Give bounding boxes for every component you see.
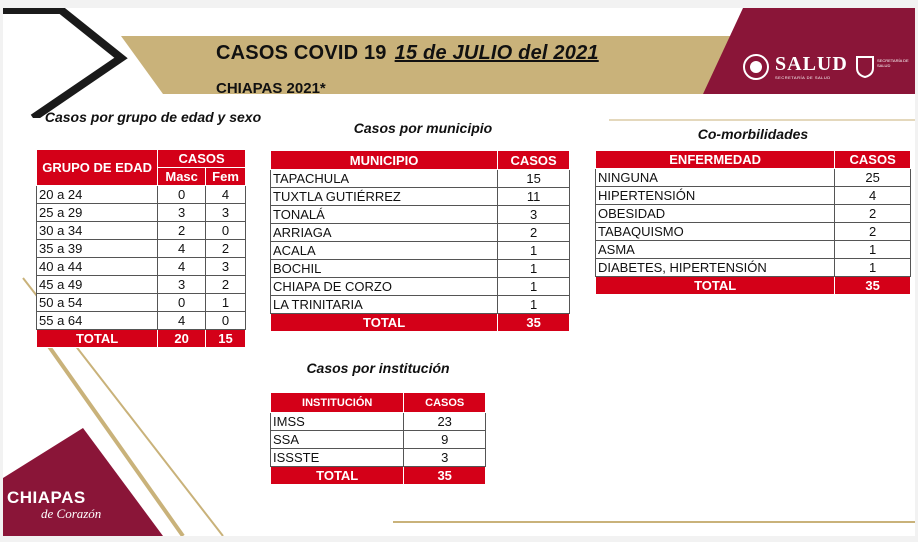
cell-grupo: 30 a 34 bbox=[37, 222, 158, 240]
table-row bbox=[37, 240, 246, 258]
table-row bbox=[271, 296, 570, 314]
table-row bbox=[271, 449, 486, 467]
cell-nombre: TUXTLA GUTIÉRREZ bbox=[271, 188, 498, 206]
cell-grupo: 35 a 39 bbox=[37, 240, 158, 258]
table-row bbox=[271, 170, 570, 188]
cell-nombre: LA TRINITARIA bbox=[271, 296, 498, 314]
cell-masc: 0 bbox=[158, 186, 206, 204]
cell-nombre: ARRIAGA bbox=[271, 224, 498, 242]
cell-grupo: 20 a 24 bbox=[37, 186, 158, 204]
cell-nombre: NINGUNA bbox=[596, 169, 835, 187]
cell-nombre: TAPACHULA bbox=[271, 170, 498, 188]
heading-edad: Casos por grupo de edad y sexo bbox=[44, 109, 262, 125]
cell-masc: 4 bbox=[158, 258, 206, 276]
col-masc: Masc bbox=[158, 168, 206, 186]
total-label: TOTAL bbox=[596, 277, 835, 295]
cell-casos: 15 bbox=[498, 170, 570, 188]
cell-casos: 1 bbox=[835, 259, 911, 277]
col-fem: Fem bbox=[206, 168, 246, 186]
cell-casos: 3 bbox=[404, 449, 486, 467]
cell-fem: 0 bbox=[206, 312, 246, 330]
comorbilidades-table bbox=[595, 150, 911, 295]
cell-masc: 2 bbox=[158, 222, 206, 240]
table-row bbox=[596, 205, 911, 223]
title-date: 15 de JULIO del 2021 bbox=[394, 42, 599, 64]
salud-logo-subtext: SECRETARÍA DE SALUD bbox=[775, 75, 831, 80]
cell-fem: 0 bbox=[206, 222, 246, 240]
col-casos: CASOS bbox=[158, 150, 246, 168]
institucion-total-row bbox=[271, 467, 486, 485]
table-row bbox=[271, 206, 570, 224]
total-label: TOTAL bbox=[271, 467, 404, 485]
cell-casos: 25 bbox=[835, 169, 911, 187]
page-title bbox=[216, 42, 599, 65]
col-casos: CASOS bbox=[498, 151, 570, 170]
total-fem: 15 bbox=[206, 330, 246, 348]
table-row bbox=[271, 224, 570, 242]
cell-nombre: CHIAPA DE CORZO bbox=[271, 278, 498, 296]
table-row bbox=[37, 186, 246, 204]
cell-casos: 1 bbox=[498, 278, 570, 296]
cell-casos: 1 bbox=[498, 242, 570, 260]
table-row bbox=[37, 276, 246, 294]
cell-nombre: TONALÁ bbox=[271, 206, 498, 224]
secretaria-text: SECRETARÍA DE SALUD bbox=[877, 58, 909, 68]
cell-nombre: ISSSTE bbox=[271, 449, 404, 467]
chiapas-logo-text: CHIAPAS bbox=[7, 488, 86, 507]
table-row bbox=[596, 187, 911, 205]
edad-total-row bbox=[37, 330, 246, 348]
cell-grupo: 40 a 44 bbox=[37, 258, 158, 276]
cell-nombre: DIABETES, HIPERTENSIÓN bbox=[596, 259, 835, 277]
col-institucion: INSTITUCIÓN bbox=[271, 393, 404, 413]
cell-casos: 23 bbox=[404, 413, 486, 431]
table-row bbox=[271, 188, 570, 206]
cell-fem: 1 bbox=[206, 294, 246, 312]
cell-fem: 2 bbox=[206, 240, 246, 258]
cell-casos: 1 bbox=[498, 260, 570, 278]
table-row bbox=[596, 241, 911, 259]
table-row bbox=[271, 260, 570, 278]
title-text: CASOS COVID 19 bbox=[216, 42, 387, 64]
shield-icon bbox=[856, 56, 874, 78]
cell-nombre: HIPERTENSIÓN bbox=[596, 187, 835, 205]
cell-masc: 4 bbox=[158, 240, 206, 258]
col-casos: CASOS bbox=[404, 393, 486, 413]
cell-nombre: ACALA bbox=[271, 242, 498, 260]
comorbilidades-total-row bbox=[596, 277, 911, 295]
cell-nombre: SSA bbox=[271, 431, 404, 449]
cell-casos: 11 bbox=[498, 188, 570, 206]
table-row bbox=[37, 204, 246, 222]
table-row bbox=[271, 413, 486, 431]
cell-nombre: ASMA bbox=[596, 241, 835, 259]
cell-casos: 2 bbox=[498, 224, 570, 242]
cell-nombre: BOCHIL bbox=[271, 260, 498, 278]
cell-casos: 4 bbox=[835, 187, 911, 205]
corazon-logo-text: de Corazón bbox=[41, 506, 102, 521]
total-value: 35 bbox=[835, 277, 911, 295]
cell-masc: 4 bbox=[158, 312, 206, 330]
col-enfermedad: ENFERMEDAD bbox=[596, 151, 835, 169]
table-row bbox=[37, 312, 246, 330]
table-row bbox=[37, 222, 246, 240]
cell-nombre: TABAQUISMO bbox=[596, 223, 835, 241]
institucion-table bbox=[270, 392, 486, 485]
table-row bbox=[271, 431, 486, 449]
cell-masc: 3 bbox=[158, 204, 206, 222]
heading-institucion: Casos por institución bbox=[306, 360, 450, 376]
cell-grupo: 45 a 49 bbox=[37, 276, 158, 294]
total-masc: 20 bbox=[158, 330, 206, 348]
total-value: 35 bbox=[498, 314, 570, 332]
cell-fem: 3 bbox=[206, 204, 246, 222]
salud-emblem-icon bbox=[742, 53, 770, 81]
cell-casos: 1 bbox=[498, 296, 570, 314]
cell-casos: 2 bbox=[835, 223, 911, 241]
col-municipio: MUNICIPIO bbox=[271, 151, 498, 170]
heading-municipio: Casos por municipio bbox=[353, 120, 493, 136]
cell-grupo: 50 a 54 bbox=[37, 294, 158, 312]
cell-fem: 3 bbox=[206, 258, 246, 276]
table-row bbox=[596, 223, 911, 241]
col-casos: CASOS bbox=[835, 151, 911, 169]
cell-fem: 4 bbox=[206, 186, 246, 204]
municipio-table bbox=[270, 150, 570, 332]
total-label: TOTAL bbox=[271, 314, 498, 332]
cell-masc: 0 bbox=[158, 294, 206, 312]
cell-fem: 2 bbox=[206, 276, 246, 294]
cell-casos: 1 bbox=[835, 241, 911, 259]
cell-nombre: IMSS bbox=[271, 413, 404, 431]
municipio-total-row bbox=[271, 314, 570, 332]
edad-table bbox=[36, 149, 246, 348]
page-subtitle: CHIAPAS 2021* bbox=[216, 80, 326, 97]
table-row bbox=[271, 278, 570, 296]
cell-grupo: 55 a 64 bbox=[37, 312, 158, 330]
slide bbox=[3, 8, 915, 536]
heading-comorbilidades: Co-morbilidades bbox=[697, 126, 809, 142]
table-row bbox=[37, 294, 246, 312]
cell-casos: 9 bbox=[404, 431, 486, 449]
table-row bbox=[37, 258, 246, 276]
table-row bbox=[596, 259, 911, 277]
table-row bbox=[596, 169, 911, 187]
col-grupo-edad: GRUPO DE EDAD bbox=[37, 150, 158, 186]
cell-casos: 2 bbox=[835, 205, 911, 223]
cell-casos: 3 bbox=[498, 206, 570, 224]
salud-logo-text: SALUD bbox=[775, 53, 848, 75]
table-row bbox=[271, 242, 570, 260]
cell-masc: 3 bbox=[158, 276, 206, 294]
cell-nombre: OBESIDAD bbox=[596, 205, 835, 223]
total-value: 35 bbox=[404, 467, 486, 485]
total-label: TOTAL bbox=[37, 330, 158, 348]
cell-grupo: 25 a 29 bbox=[37, 204, 158, 222]
